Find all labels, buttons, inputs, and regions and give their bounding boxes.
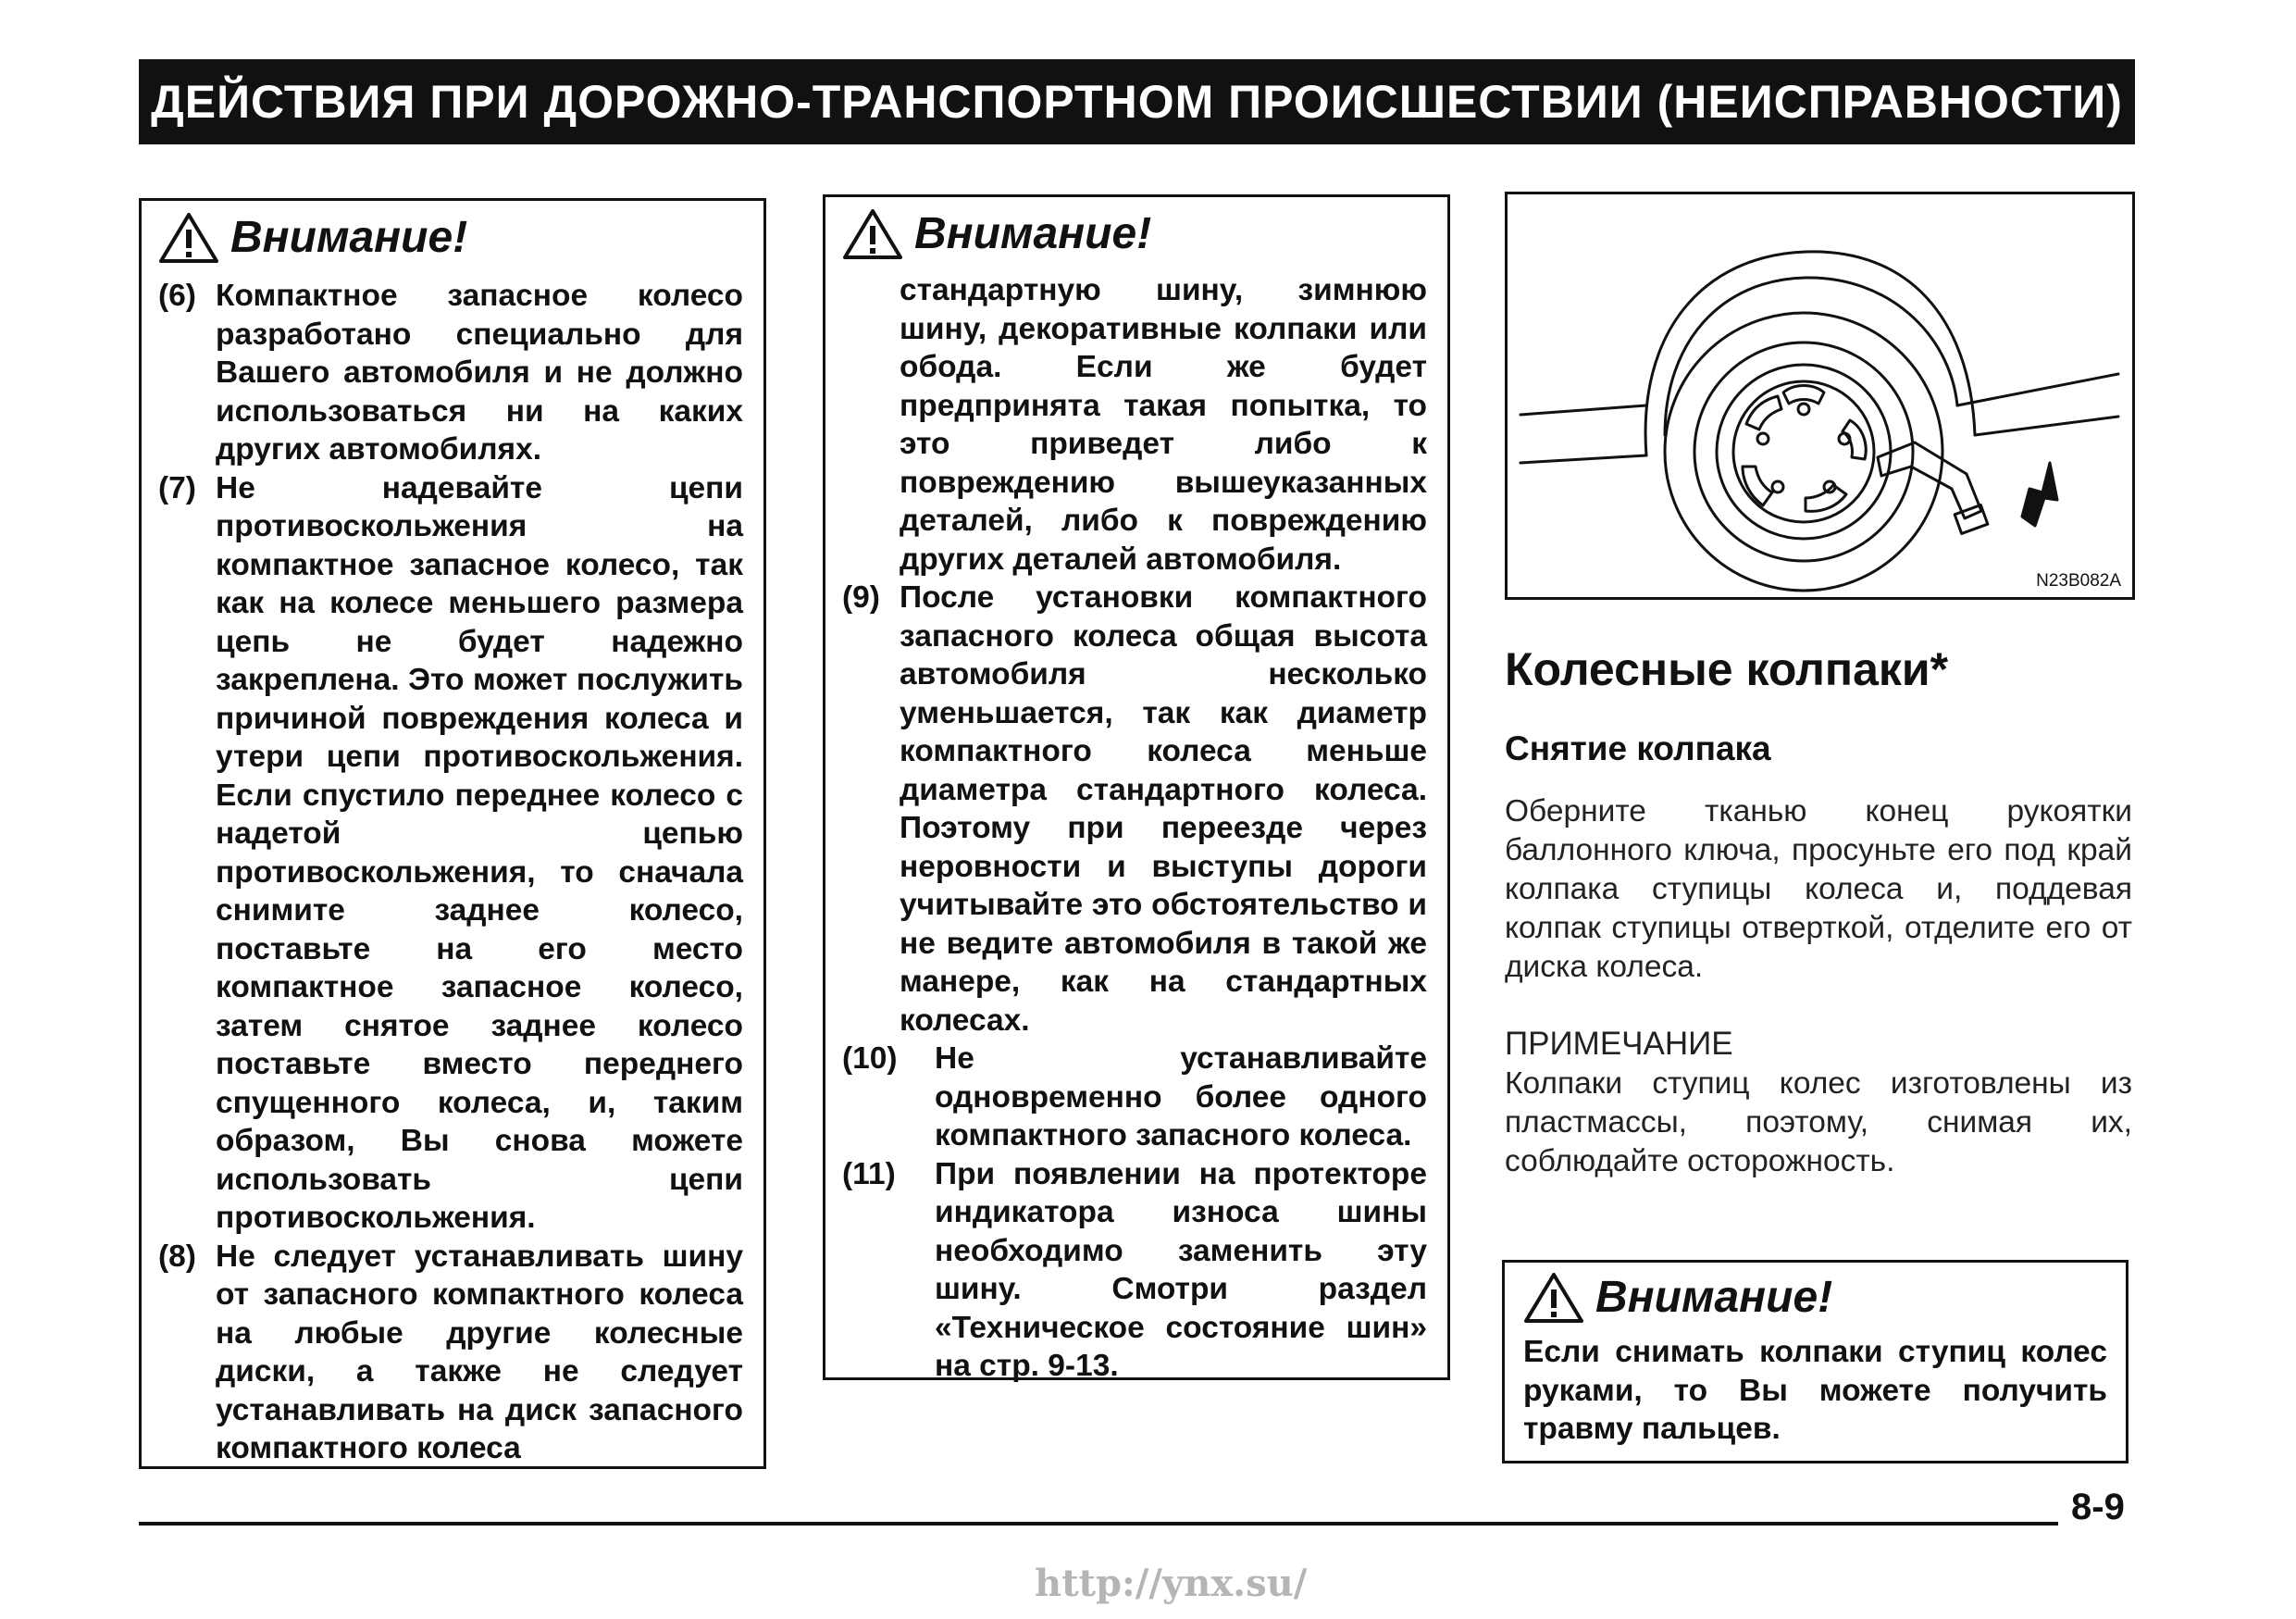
continued-text: стандартную шину, зимнюю шину, декоративные колпаки или обода. Если же будет предпринята такая попытка, то это приведет либо к повреждению вышеуказанных деталей, либо к повреждению других деталей автомобиля. (900, 273, 1427, 577)
section-subtitle: Снятие колпака (1505, 729, 1771, 767)
item-number: (7) (158, 470, 196, 505)
item-number: (8) (158, 1239, 196, 1274)
warning-title: Внимание! (230, 213, 468, 262)
item-text: При появлении на протекторе индикатора износа шины необходимо заменить эту шину. Смотри раздел «Техническое состояние шин» на стр. 9-13. (935, 1156, 1427, 1383)
item-number: (11) (842, 1156, 896, 1191)
warning-heading (1523, 1272, 2107, 1324)
item-text: Компактное запасное колесо разработано специально для Вашего автомобиля и не должно использоваться ни на каких других автомобилях. (216, 279, 743, 467)
figure-label: N23B082A (2036, 571, 2121, 591)
warning-triangle-icon (158, 212, 219, 264)
item-number: (10) (842, 1041, 898, 1076)
warning-title: Внимание! (1595, 1273, 1833, 1322)
section-title: Колесные колпаки* (1505, 643, 1949, 695)
item-text: Не следует устанавливать шину от запасного компактного колеса на любые другие колесные диски, а также не следует устанавливать на диск запасного компактного колеса (216, 1239, 743, 1465)
warning-heading (842, 208, 1427, 260)
item-text: Не надевайте цепи противоскольжения на компактное запасное колесо, так как на колесе меньшего размера цепь не будет надежно закреплена. Это может послужить причиной повреждения колеса и утери цепи противоскольжения. Если спустило переднее колесо с надетой цепью противоскольжения, то сначала снимите заднее колесо, поставьте на его место компактное запасное колесо, затем снятое заднее колесо поставьте вместо переднего спущенного колеса, и, таким образом, Вы снова можете использовать цепи противоскольжения. (216, 470, 743, 1235)
warning-triangle-icon (1523, 1272, 1584, 1324)
warning-body (842, 271, 1427, 1386)
list-item (842, 579, 1427, 1040)
chapter-header (139, 59, 2135, 144)
note-text: Колпаки ступиц колес изготовлены из пластмассы, поэтому, снимая их, соблюдайте осторожность. (1505, 1066, 2132, 1178)
item-text: После установки компактного запасного колеса общая высота автомобиля несколько уменьшается, так как диаметр компактного колеса меньше диаметра стандартного колеса. Поэтому при переезде через неровности и выступы дороги учитывайте это обстоятельство и не ведите автомобиля в такой же манере, как на стандартных колесах. (900, 580, 1427, 1038)
item-text: Не устанавливайте одновременно более одного компактного запасного колеса. (935, 1041, 1427, 1152)
warning-text: Если снимать колпаки ступиц колес руками, то Вы можете получить травму пальцев. (1523, 1335, 2107, 1446)
warning-box-left (139, 198, 766, 1469)
page-number: 8-9 (2071, 1487, 2125, 1527)
list-item (842, 1040, 1427, 1155)
section-body-text: Оберните тканью конец рукоятки баллонного ключа, просуньте его под край колпака ступицы колеса и, поддевая колпак ступицы отверткой, отделите его от диска колеса. (1505, 794, 2132, 984)
warning-triangle-icon (842, 208, 903, 260)
warning-body (158, 277, 743, 1468)
list-item (158, 1238, 743, 1468)
list-item (158, 277, 743, 469)
chapter-title: ДЕЙСТВИЯ ПРИ ДОРОЖНО-ТРАНСПОРТНОМ ПРОИСШЕСТВИИ (НЕИСПРАВНОСТИ) (151, 76, 2123, 128)
wheel-cap-figure (1505, 192, 2135, 600)
warning-title: Внимание! (914, 209, 1152, 258)
footer-divider (139, 1522, 2058, 1526)
warning-box-middle (823, 194, 1450, 1383)
item-number: (9) (842, 580, 880, 615)
list-item (158, 469, 743, 1238)
list-item (842, 1155, 1427, 1386)
note-heading: ПРИМЕЧАНИЕ (1505, 1026, 1733, 1062)
warning-heading (158, 212, 743, 264)
watermark-url: http://ynx.su/ (1035, 1562, 1308, 1605)
item-number: (6) (158, 279, 196, 313)
wheel-cap-removal-icon (1508, 194, 2132, 597)
warning-box-right (1502, 1260, 2128, 1463)
